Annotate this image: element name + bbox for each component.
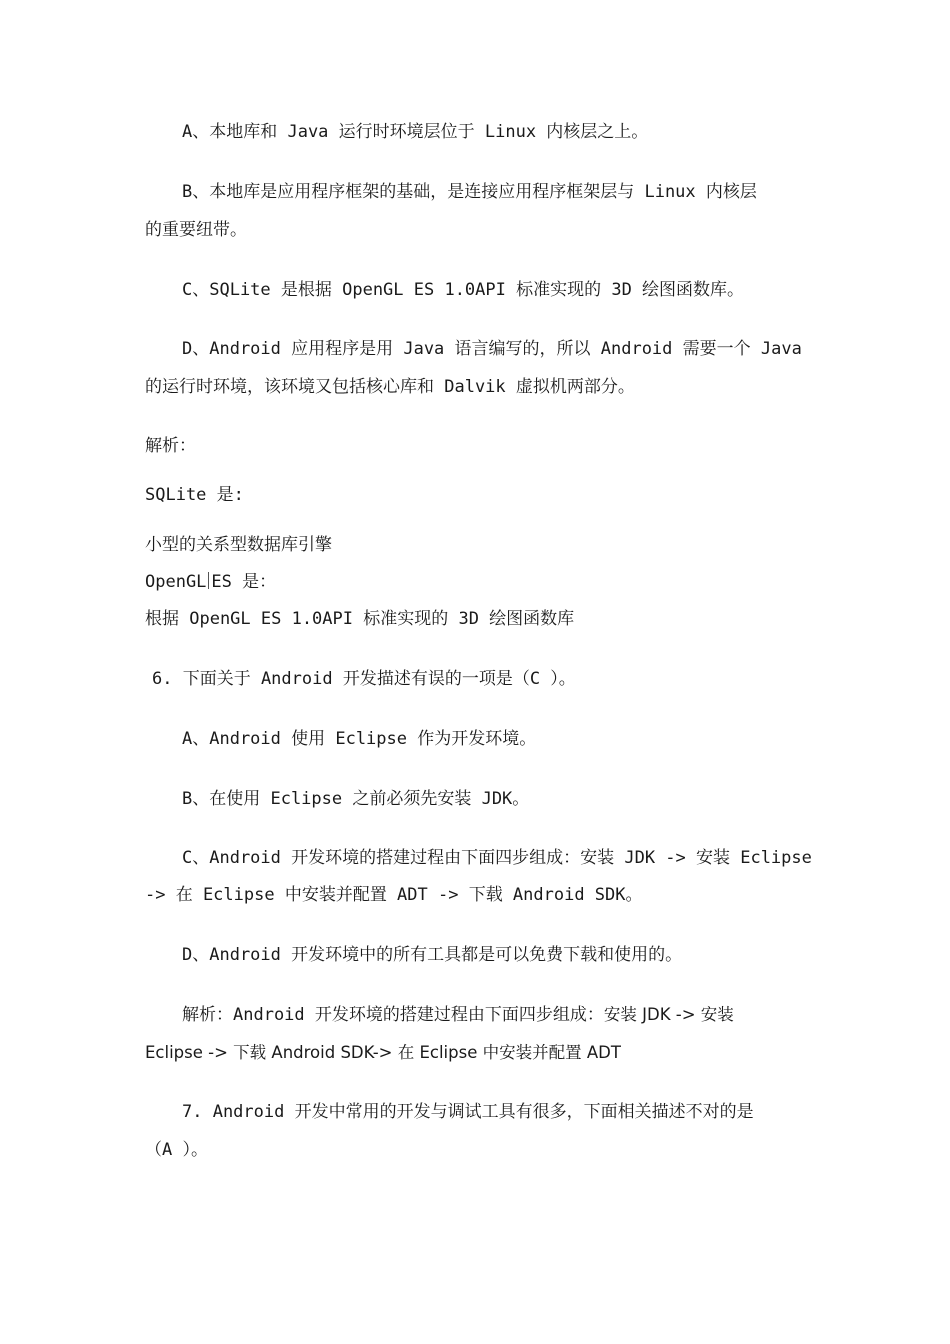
opengl-label: [145, 563, 810, 601]
q7-question-line1: 7. Android 开发中常用的开发与调试工具有很多，下面相关描述不对的是: [182, 1102, 754, 1122]
text-cursor: [208, 572, 209, 589]
q6-analysis-line1: [182, 996, 810, 1034]
q6-option-a: A、Android 使用 Eclipse 作为开发环境。: [182, 729, 537, 749]
q6-analysis-line2: Eclipse -> 下载 Android SDK-> 在 Eclipse 中安装并配置 ADT: [145, 1043, 621, 1062]
q5-option-c: C、SQLite 是根据 OpenGL ES 1.0API 标准实现的 3D 绘图函数库。: [182, 280, 745, 300]
opengl-desc: 根据 OpenGL ES 1.0API 标准实现的 3D 绘图函数库: [145, 609, 575, 629]
opengl-label-part2: ES 是：: [211, 572, 277, 592]
analysis-heading: 解析：: [145, 436, 196, 456]
sqlite-desc: 小型的关系型数据库引擎: [145, 535, 332, 555]
q6-option-d: D、Android 开发环境中的所有工具都是可以免费下载和使用的。: [182, 945, 683, 965]
q6-option-b: B、在使用 Eclipse 之前必须先安装 JDK。: [182, 789, 530, 809]
sqlite-label: SQLite 是:: [145, 485, 244, 505]
q6-option-c-line1: C、Android 开发环境的搭建过程由下面四步组成：安装 JDK -> 安装 Eclipse: [182, 848, 812, 868]
opengl-label-part1: OpenGL: [145, 572, 207, 592]
q5-option-d-line2: 的运行时环境，该环境又包括核心库和 Dalvik 虚拟机两部分。: [145, 377, 635, 397]
q5-option-b-line2: 的重要纽带。: [145, 220, 247, 240]
q6-question: 6. 下面关于 Android 开发描述有误的一项是（C ）。: [152, 669, 576, 689]
q6-analysis-prefix: 解析：Android 开发环境的搭建过程由下面四步组成：: [182, 1005, 604, 1025]
q5-option-d-line1: D、Android 应用程序是用 Java 语言编写的，所以 Android 需要一个 Java: [182, 339, 802, 359]
q5-option-a: A、本地库和 Java 运行时环境层位于 Linux 内核层之上。: [182, 122, 649, 142]
q6-analysis-suffix: 安装 JDK -> 安装: [603, 1005, 734, 1024]
q5-option-b-line1: B、本地库是应用程序框架的基础，是连接应用程序框架层与 Linux 内核层: [182, 182, 757, 202]
q6-option-c-line2: -> 在 Eclipse 中安装并配置 ADT -> 下载 Android SDK。: [145, 885, 643, 905]
q7-question-line2: （A ）。: [145, 1140, 208, 1160]
